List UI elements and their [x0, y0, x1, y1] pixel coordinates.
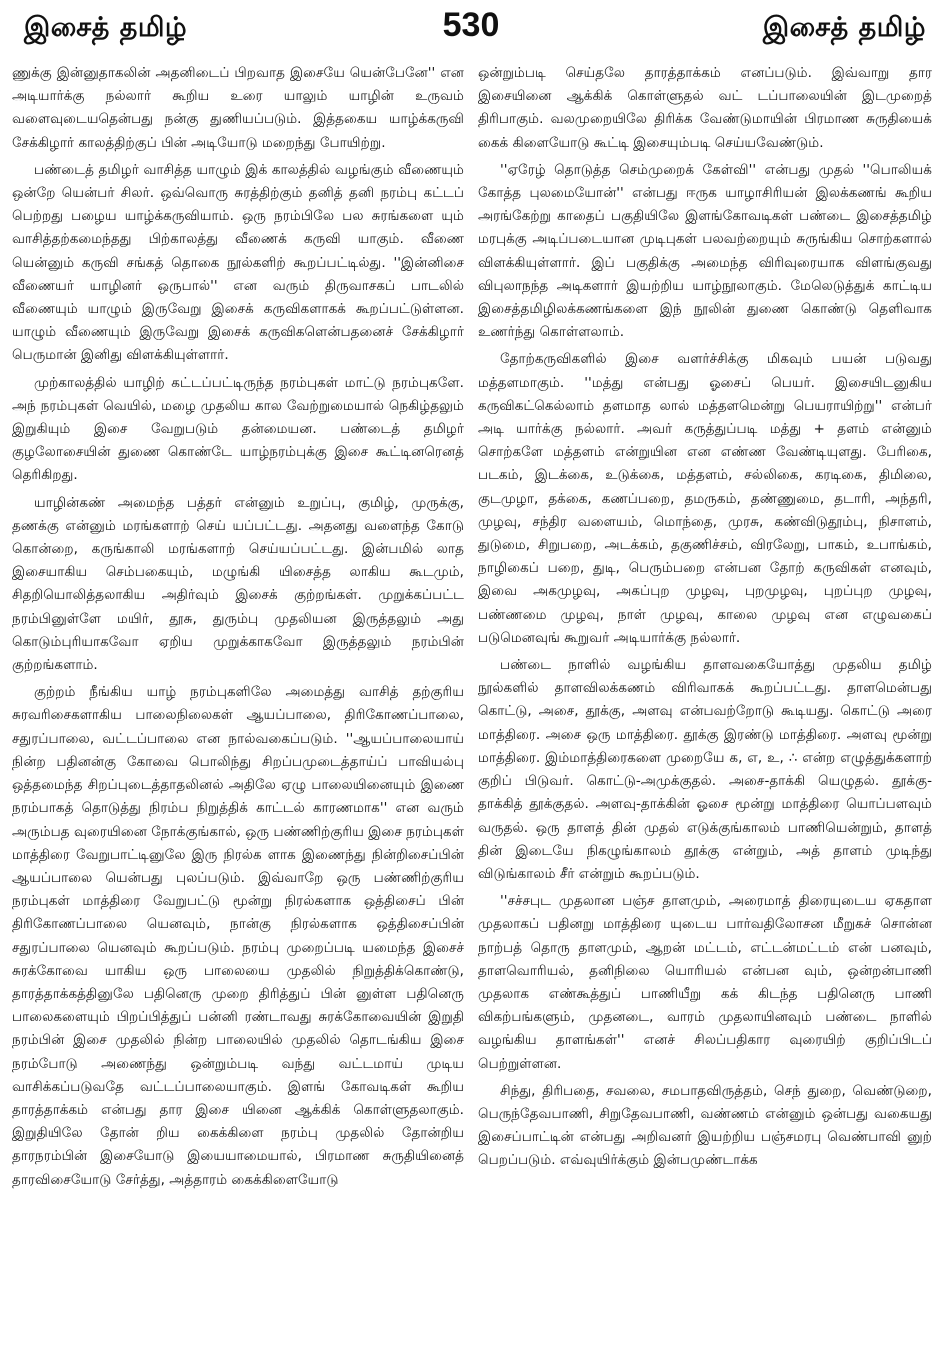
paragraph: குற்றம் நீங்கிய யாழ் நரம்புகளிலே அமைத்து வாசித் தற்குரிய சுரவரிசைகளாகிய பாலைநிலைகள் ஆயப்பாலை, திரிகோணப்பாலை, சதுரப்பாலை, வட்டப்பாலை என நால்வகைப்படும். ''ஆயப்பாலையாய் நின்ற பதினன்கு கோவை பொலிந்து சிறப்பமுடைத்தாய்ப் பாவியல்பு ஒத்தமைந்த சிறப்புடைத்தாதலினல் அதிலே ஏழு பாலையினையும் இணை நரம்பாகத் தொடுத்து நிரம்ப நிறுத்திக் காட்டல் காரணமாக'' என வரும் அரும்பத வுரையினை நோக்குங்கால், ஒரு பண்ணிற்குரிய இசை நரம்புகள் மாத்திரை வேறுபாட்டினுலே இரு நிரல்க ளாக இணைந்து நின்றிசைப்பின் ஆயப்பாலை யென்பது புலப்படும். இவ்வாறே ஒரு பண்ணிற்குரிய நரம்புகள் மாத்திரை வேறுபட்டு மூன்று நிரல்களாக ஒத்திசைப் பின் திரிகோணப்பாலை யெனவும், நான்கு நிரல்களாக ஒத்திசைப்பின் சதுரப்பாலை யெனவும் கூறப்படும். நரம்பு முறைப்படி யமைந்த இசைச் சுரக்கோவை யாகிய ஒரு பாலையை முதலில் நிறுத்திக்கொண்டு, தாரத்தாக்கத்தினுலே பதினெரு முறை திரித்துப் பின் னுள்ள பதினெரு பாலைகளையும் பிறப்பித்துப் பன்னி ரண்டாவது சுரக்கோவையின் இறுதி நரம்பின் இசை முதலில் நின்ற பாலையில் முதலில் தொடங்கிய இசை நரம்போடு அணைந்து ஒன்றும்படி வந்து வட்டமாய் முடிய வாசிக்கப்படுவதே வட்டப்பாலையாகும். இளங் கோவடிகள் கூறிய தாரத்தாக்கம் என்பது தார இசை யினை ஆக்கிக் கொள்ளுதலாகும். இறுதியிலே தோன் றிய கைக்கிளை நரம்பு முதலில் தோன்றிய தாரநரம்பின் இசையோடு இயையாமையால், பிரமாண சுருதியினைத் தாரவிசையோடு சேர்த்து, அத்தாரம் கைக்கிளையோடு — [12, 684, 464, 1188]
page-header — [0, 0, 942, 62]
paragraph: பண்டை நாளில் வழங்கிய தாளவகையோத்து முதலிய தமிழ் நூல்களில் தாளவிலக்கணம் விரிவாகக் கூறப்பட்டது. தாளமென்பது கொட்டு, அசை, தூக்கு, அளவு என்பவற்றோடு கூடியது. கொட்டு அரை மாத்திரை. அசை ஒரு மாத்திரை. தூக்கு இரண்டு மாத்திரை. அளவு மூன்று மாத்திரை. இம்மாத்திரைகளை முறையே க, எ, உ, ∴ என்ற எழுத்துக்களாற் குறிப் பிடுவர். கொட்டு-அமுக்குதல். அசை-தாக்கி யெழுதல். தூக்கு-தாக்கித் தூக்குதல். அளவு-தாக்கின் ஓசை மூன்று மாத்திரை யொப்பளவும் வருதல். ஒரு தாளத் தின் முதல் எடுக்குங்காலம் பாணியென்றும், தாளத் தின் இடையே நிகழுங்காலம் தூக்கு என்றும், அத் தாளம் முடிந்து விடுங்காலம் சீர் என்றும் கூறப்படும். — [478, 657, 932, 882]
paragraph: ஒன்றும்படி செய்தலே தாரத்தாக்கம் எனப்படும். இவ்வாறு தார இசையினை ஆக்கிக் கொள்ளுதல் வட் டப்பாலையின் இடமுறைத் திரிபாகும். வலமுறையிலே திரிக்க வேண்டுமாயின் பிரமாண சுருதியைக் கைக் கிளையோடு கூட்டி இசையும்படி செய்யவேண்டும். — [478, 65, 932, 151]
paragraph: பண்டைத் தமிழர் வாசித்த யாழும் இக் காலத்தில் வழங்கும் வீணையும் ஒன்றே யென்பர் சிலர். ஒவ்வொரு சுரத்திற்கும் தனித் தனி நரம்பு கட்டப் பெற்றது பழைய யாழ்க்கருவியாம். ஒரு நரம்பிலே பல சுரங்களை யும் வாசித்தற்கமைந்தது பிற்காலத்து வீணைக் கருவி யாகும். வீணை யென்னும் கருவி சங்கத் தொகை நூல்களிற் கூறப்பட்டில்து. ''இன்னிசை வீணையர் யாழினர் ஒருபால்'' என வரும் திருவாசகப் பாடலில் வீணையும் யாழும் இருவேறு இசைக் கருவிகளாகக் கூறப்பட்டுள்ளன. யாழும் வீணையும் இருவேறு இசைக் கருவிகளென்பதனைச் சேக்கிழார் பெருமான் இனிது விளக்கியுள்ளார். — [12, 161, 464, 364]
left-column — [12, 62, 464, 1354]
paragraph: சிந்து, திரிபதை, சவலை, சமபாதவிருத்தம், செந் துறை, வெண்டுறை, பெருந்தேவபாணி, சிறுதேவபாணி, வண்ணம் என்னும் ஒன்பது வகையது இசைப்பாட்டின் என்பது அறிவனர் இயற்றிய பஞ்சமரபு வெண்பாவி னுற் பெறப்படும். எவ்வுயிர்க்கும் இன்பமுண்டாக்க — [478, 1082, 932, 1169]
paragraph: ''ஏரேழ் தொடுத்த செம்முறைக் கேள்வி'' என்பது முதல் ''பொலியக் கோத்த புலமையோன்'' என்பது ஈருக யாழாசிரியன் இலக்கணங் கூறிய அரங்கேற்று காதைப் பகுதியிலே இளங்கோவடிகள் பண்டை இசைத்தமிழ் மரபுக்கு அடிப்படையான முடிபுகள் பலவற்றையும் சுருங்கிய சொற்களால் விளக்கியுள்ளார். இப் பகுதிக்கு அமைந்த விரிவுரையாக விளங்குவது விபுலாநந்த அடிகளார் இயற்றிய யாழ்நூலாகும். மேலெடுத்துக் காட்டிய இசைத்தமிழிலக்கணங்களை இந் நூலின் துணை கொண்டு தெளிவாக உணர்ந்து கொள்ளலாம். — [478, 161, 932, 341]
page-number: 530 — [442, 6, 500, 44]
paragraph: ''சச்சபுட முதலான பஞ்ச தாளமும், அரைமாத் திரையுடைய ஏகதாள முதலாகப் பதினறு மாத்திரை யுடைய பார்வதிலோசன மீறுகச் சொன்ன நாற்பத் தொரு தாளமும், ஆறன் மட்டம், எட்டன்மட்டம் என் பனவும், தாளவொரியல், தனிநிலை யொரியல் என்பன வும், ஒன்றன்பாணி முதலாக எண்கூத்துப் பாணியீறு கக் கிடந்த பதினெரு பாணி விகற்பங்களும், முதனடை, வாரம் முதலாயினவும் பண்டை நாளில் வழங்கிய தாளங்கள்'' எனச் சிலப்பதிகார வுரையிற் குறிப்பிடப் பெற்றுள்ளன. — [478, 893, 932, 1072]
paragraph: தோற்கருவிகளில் இசை வளர்ச்சிக்கு மிகவும் பயன் படுவது மத்தளமாகும். ''மத்து என்பது ஓசைப் பெயர். இசையிடனுகிய கருவிகட்கெல்லாம் தளமாத லால் மத்தளமென்று பெயராயிற்று'' என்பர் அடி யார்க்கு நல்லார். அவர் கருத்துப்படி மத்து + தளம் என்னும் சொற்களே மத்தளம் என்றுயின என எண்ண வேண்டியுளது. பேரிகை, படகம், இடக்கை, உடுக்கை, மத்தளம், சல்லிகை, கரடிகை, திமிலை, குடமுழா, தக்கை, கணப்பறை, தமருகம், தண்ணுமை, தடாரி, அந்தரி, முழவு, சந்திர வளையம், மொந்தை, முரசு, கண்விடுதூம்பு, நிசாளம், துடுமை, சிறுபறை, அடக்கம், தகுணிச்சம், விரலேறு, பாகம், உபாங்கம், நாழிகைப் பறை, துடி, பெரும்பறை என்பன தோற் கருவிகள் எனவும், இவை அகமுழவு, அகப்புற முழவு, புறமுழவு, புறப்புற முழவு, பண்ணமை முழவு, நாள் முழவு, காலை முழவு என எழுவகைப் படுமெனவுங் கூறுவர் அடியார்க்கு நல்லார். — [478, 351, 932, 646]
running-title-left: இசைத் தமிழ் — [24, 12, 188, 43]
paragraph: ணுக்கு இன்னுதாகலின் அதனிடைப் பிறவாத இசையே யென்பேனே'' என அடியார்க்கு நல்லார் கூறிய உரை யாலும் யாழின் உருவம் வளைவுடையதென்பது நன்கு துணியப்படும். இத்தகைய யாழ்க்கருவி சேக்கிழார் காலத்திற்குப் பின் அடியோடு மறைந்து போயிற்று. — [12, 65, 464, 151]
running-title-right: இசைத் தமிழ் — [762, 12, 926, 43]
right-column — [478, 62, 932, 1354]
paragraph: யாழின்கண் அமைந்த பத்தர் என்னும் உறுப்பு, குமிழ், முருக்கு, தணக்கு என்னும் மரங்களாற் செய் யப்பட்டது. அதனது வளைந்த கோடு கொன்றை, கருங்காலி மரங்களாற் செய்யப்பட்டது. இன்பமில் லாத இசையாகிய செம்பகையும், மழுங்கி யிசைத்த லாகிய கூடமும், சிதறியொலித்தலாகிய அதிர்வும் இசைக் குற்றங்கள். முறுக்கப்பட்ட நரம்பினுள்ளே மயிர், தூசு, துரும்பு முதலியன இருத்தலும் அது கொடும்புரியாகவோ ஏறிய முறுக்காகவோ இருத்தலும் நரம்பின் குற்றங்களாம். — [12, 494, 464, 674]
paragraph: முற்காலத்தில் யாழிற் கட்டப்பட்டிருந்த நரம்புகள் மாட்டு நரம்புகளே. அந் நரம்புகள் வெயில், மழை முதலிய கால வேற்றுமையால் நெகிழ்தலும் இறுகியும் இசை வேறுபடும் தன்மையன. பண்டைத் தமிழர் குழலோசையின் துணை கொண்டே யாழ்நரம்புக்கு இசை கூட்டினரெனத் தெரிகிறது. — [12, 374, 464, 484]
